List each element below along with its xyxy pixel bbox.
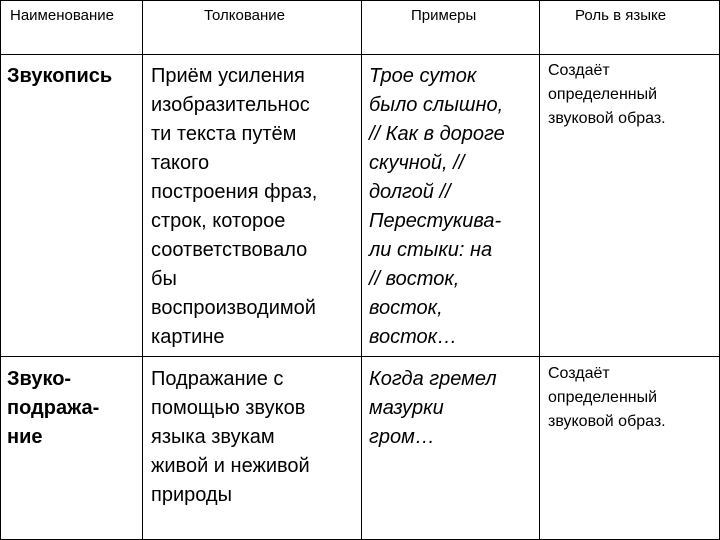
example-line: Когда гремел bbox=[369, 368, 497, 390]
definition-line: Приём усиления bbox=[151, 65, 305, 87]
term-name-line: подража- bbox=[7, 397, 100, 419]
term-name bbox=[7, 365, 99, 452]
example-line: скучной, // bbox=[369, 152, 465, 174]
definition-line: соответствовало bbox=[151, 239, 308, 261]
example-line: Трое суток bbox=[369, 65, 477, 87]
definition-line: изобразительнос bbox=[151, 94, 310, 116]
example-line: Перестукива- bbox=[369, 210, 502, 232]
example-line: восток, bbox=[369, 297, 443, 319]
term-name-line: Звуко- bbox=[7, 368, 72, 390]
role-line: определенный bbox=[548, 389, 658, 406]
definition-line: Подражание с bbox=[151, 368, 284, 390]
term-examples bbox=[369, 365, 497, 452]
definition-line: построения фраз, bbox=[151, 181, 318, 203]
term-definition bbox=[151, 365, 310, 510]
header-definition: Толкование bbox=[204, 7, 285, 24]
term-role bbox=[548, 59, 666, 131]
header-row bbox=[0, 0, 720, 54]
example-line: ли стыки: на bbox=[369, 239, 493, 261]
term-name-line: ние bbox=[7, 426, 43, 448]
example-line: гром… bbox=[369, 426, 435, 448]
definition-line: помощью звуков bbox=[151, 397, 306, 419]
header-role: Роль в языке bbox=[575, 7, 667, 24]
header-name: Наименование bbox=[10, 7, 114, 24]
term-role bbox=[548, 362, 666, 434]
definition-line: ти текста путём bbox=[151, 123, 297, 145]
header-examples: Примеры bbox=[411, 7, 477, 24]
role-line: Создаёт bbox=[548, 62, 610, 79]
example-line: было слышно, bbox=[369, 94, 504, 116]
term-name bbox=[7, 62, 112, 91]
example-line: // Как в дороге bbox=[369, 123, 505, 145]
definition-line: языка звукам bbox=[151, 426, 275, 448]
table-row bbox=[0, 357, 720, 539]
example-line: восток… bbox=[369, 326, 458, 348]
definition-line: строк, которое bbox=[151, 210, 286, 232]
definition-line: картине bbox=[151, 326, 225, 348]
definition-line: воспроизводимой bbox=[151, 297, 316, 319]
definition-line: такого bbox=[151, 152, 210, 174]
example-line: // восток, bbox=[369, 268, 460, 290]
role-line: Создаёт bbox=[548, 365, 610, 382]
role-line: звуковой образ. bbox=[548, 110, 666, 127]
role-line: определенный bbox=[548, 86, 658, 103]
example-line: долгой // bbox=[369, 181, 451, 203]
definition-line: природы bbox=[151, 484, 232, 506]
example-line: мазурки bbox=[369, 397, 444, 419]
term-definition bbox=[151, 62, 317, 352]
role-line: звуковой образ. bbox=[548, 413, 666, 430]
term-examples bbox=[369, 62, 505, 352]
definition-line: бы bbox=[151, 268, 177, 290]
table-row bbox=[0, 55, 720, 356]
term-name-line: Звукопись bbox=[7, 65, 113, 87]
definition-line: живой и неживой bbox=[151, 455, 310, 477]
